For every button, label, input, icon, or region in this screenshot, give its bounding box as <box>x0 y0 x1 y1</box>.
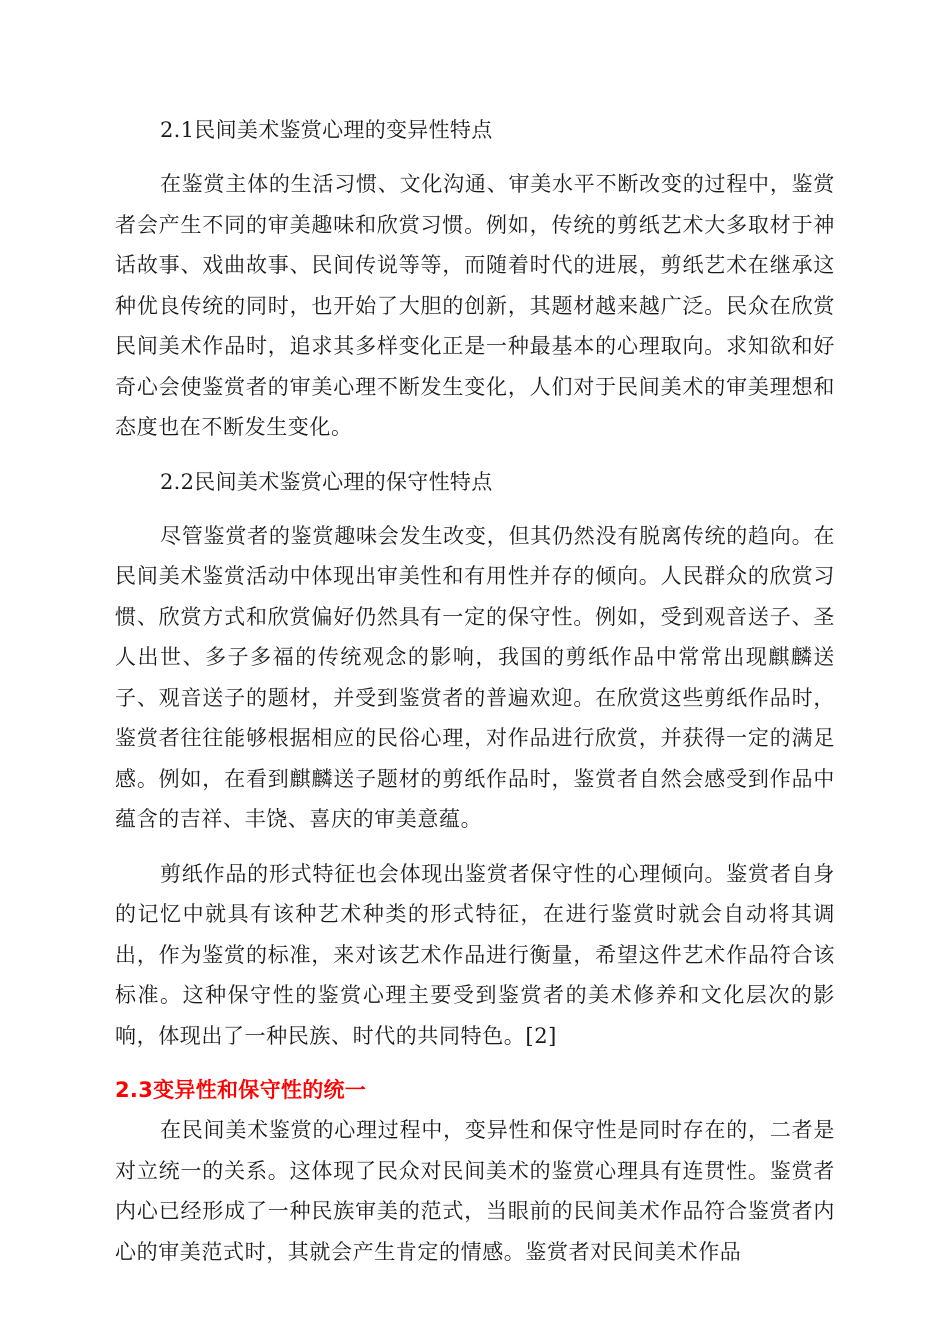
section-heading-2-1: 2.1民间美术鉴赏心理的变异性特点 <box>160 118 493 142</box>
document-page <box>115 110 835 1286</box>
paragraph-2-2-body-2: 剪纸作品的形式特征也会体现出鉴赏者保守性的心理倾向。鉴赏者自身的记忆中就具有该种艺术种类的形式特征，在进行鉴赏时就会自动将其调出，作为鉴赏的标准，来对该艺术作品进行衡量，希望这件艺术作品符合该标准。这种保守性的鉴赏心理主要受到鉴赏者的美术修养和文化层次的影响，体现出了一种民族、时代的共同特色。[2] <box>115 861 835 1048</box>
paragraph-2-3-body: 在民间美术鉴赏的心理过程中，变异性和保守性是同时存在的，二者是对立统一的关系。这体现了民众对民间美术的鉴赏心理具有连贯性。鉴赏者内心已经形成了一种民族审美的范式，当眼前的民间美术作品符合鉴赏者内心的审美范式时，其就会产生肯定的情感。鉴赏者对民间美术作品 <box>115 1118 835 1264</box>
paragraph-2-1-body: 在鉴赏主体的生活习惯、文化沟通、审美水平不断改变的过程中，鉴赏者会产生不同的审美趣味和欣赏习惯。例如，传统的剪纸艺术大多取材于神话故事、戏曲故事、民间传说等等，而随着时代的进展，剪纸艺术在继承这种优良传统的同时，也开始了大胆的创新，其题材越来越广泛。民众在欣赏民间美术作品时，追求其多样变化正是一种最基本的心理取向。求知欲和好奇心会使鉴赏者的审美心理不断发生变化，人们对于民间美术的审美理想和态度也在不断发生变化。 <box>115 172 835 439</box>
section-heading-2-3: 2.3变异性和保守性的统一 <box>115 1078 367 1102</box>
section-heading-2-2: 2.2民间美术鉴赏心理的保守性特点 <box>160 469 493 494</box>
paragraph-2-2-body-1: 尽管鉴赏者的鉴赏趣味会发生改变，但其仍然没有脱离传统的趋向。在民间美术鉴赏活动中体现出审美性和有用性并存的倾向。人民群众的欣赏习惯、欣赏方式和欣赏偏好仍然具有一定的保守性。例如，受到观音送子、圣人出世、多子多福的传统观念的影响，我国的剪纸作品中常常出现麒麟送子、观音送子的题材，并受到鉴赏者的普遍欢迎。在欣赏这些剪纸作品时，鉴赏者往往能够根据相应的民俗心理，对作品进行欣赏，并获得一定的满足感。例如，在看到麒麟送子题材的剪纸作品时，鉴赏者自然会感受到作品中蕴含的吉祥、丰饶、喜庆的审美意蕴。 <box>115 523 835 831</box>
